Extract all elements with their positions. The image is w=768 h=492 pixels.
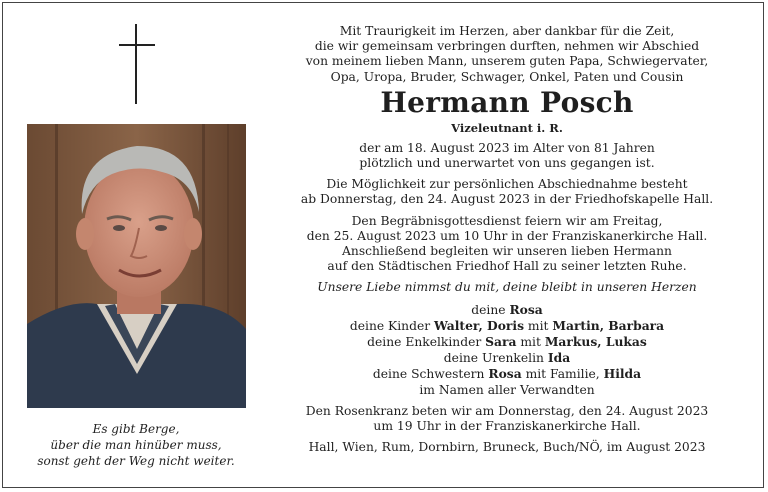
- deceased-name: Hermann Posch: [380, 85, 634, 119]
- rosary-line: Den Rosenkranz beten wir am Donnerstag, den 24. August 2023: [305, 403, 709, 418]
- motto-line: Es gibt Berge,: [92, 422, 180, 436]
- viewing-line: Die Möglichkeit zur persönlichen Abschiednahme besteht: [326, 177, 688, 192]
- funeral-line: Den Begräbnisgottesdienst feiern wir am Freitag,: [351, 213, 663, 228]
- funeral-line: den 25. August 2023 um 10 Uhr in der Franziskanerkirche Hall.: [306, 228, 708, 243]
- motto-line: über die man hinüber muss,: [50, 438, 222, 452]
- deceased-rank: Vizeleutnant i. R.: [451, 120, 563, 135]
- intro-line: Opa, Uropa, Bruder, Schwager, Onkel, Paten und Cousin: [330, 69, 684, 84]
- intro-line: Mit Traurigkeit im Herzen, aber dankbar für die Zeit,: [339, 24, 675, 38]
- mourner-relatives: im Namen aller Verwandten: [419, 382, 595, 397]
- obituary-text: [296, 24, 718, 455]
- mourner-wife: deine Rosa: [471, 301, 543, 317]
- death-line: plötzlich und unerwartet von uns gegangen ist.: [359, 156, 655, 171]
- quote: Unsere Liebe nimmst du mit, deine bleibt in unseren Herzen: [317, 280, 697, 295]
- intro-line: die wir gemeinsam verbringen durften, nehmen wir Abschied: [314, 39, 700, 54]
- motto-line: sonst geht der Weg nicht weiter.: [37, 454, 235, 468]
- intro-line: von meinem lieben Mann, unserem guten Papa, Schwiegervater,: [305, 54, 709, 69]
- mourner-sisters: deine Schwestern Rosa mit Familie, Hilda: [372, 366, 642, 382]
- funeral-line: auf den Städtischen Friedhof Hall zu seiner letzten Ruhe.: [327, 259, 687, 274]
- motto: [20, 421, 252, 469]
- mourner-children: deine Kinder Walter, Doris mit Martin, Barbara: [349, 317, 665, 333]
- cross-icon: [119, 24, 155, 104]
- portrait-photo: [27, 124, 246, 408]
- viewing-line: ab Donnerstag, den 24. August 2023 in der Friedhofskapelle Hall.: [300, 192, 714, 207]
- rosary-line: um 19 Uhr in der Franziskanerkirche Hall.: [373, 419, 641, 434]
- mourner-great-grandchild: deine Urenkelin Ida: [443, 350, 571, 366]
- death-line: der am 18. August 2023 im Alter von 81 Jahren: [359, 140, 655, 155]
- places-date: Hall, Wien, Rum, Dornbirn, Bruneck, Buch/NÖ, im August 2023: [308, 440, 706, 455]
- funeral-line: Anschließend begleiten wir unseren lieben Hermann: [342, 244, 672, 259]
- mourner-grandchildren: deine Enkelkinder Sara mit Markus, Lukas: [367, 334, 647, 350]
